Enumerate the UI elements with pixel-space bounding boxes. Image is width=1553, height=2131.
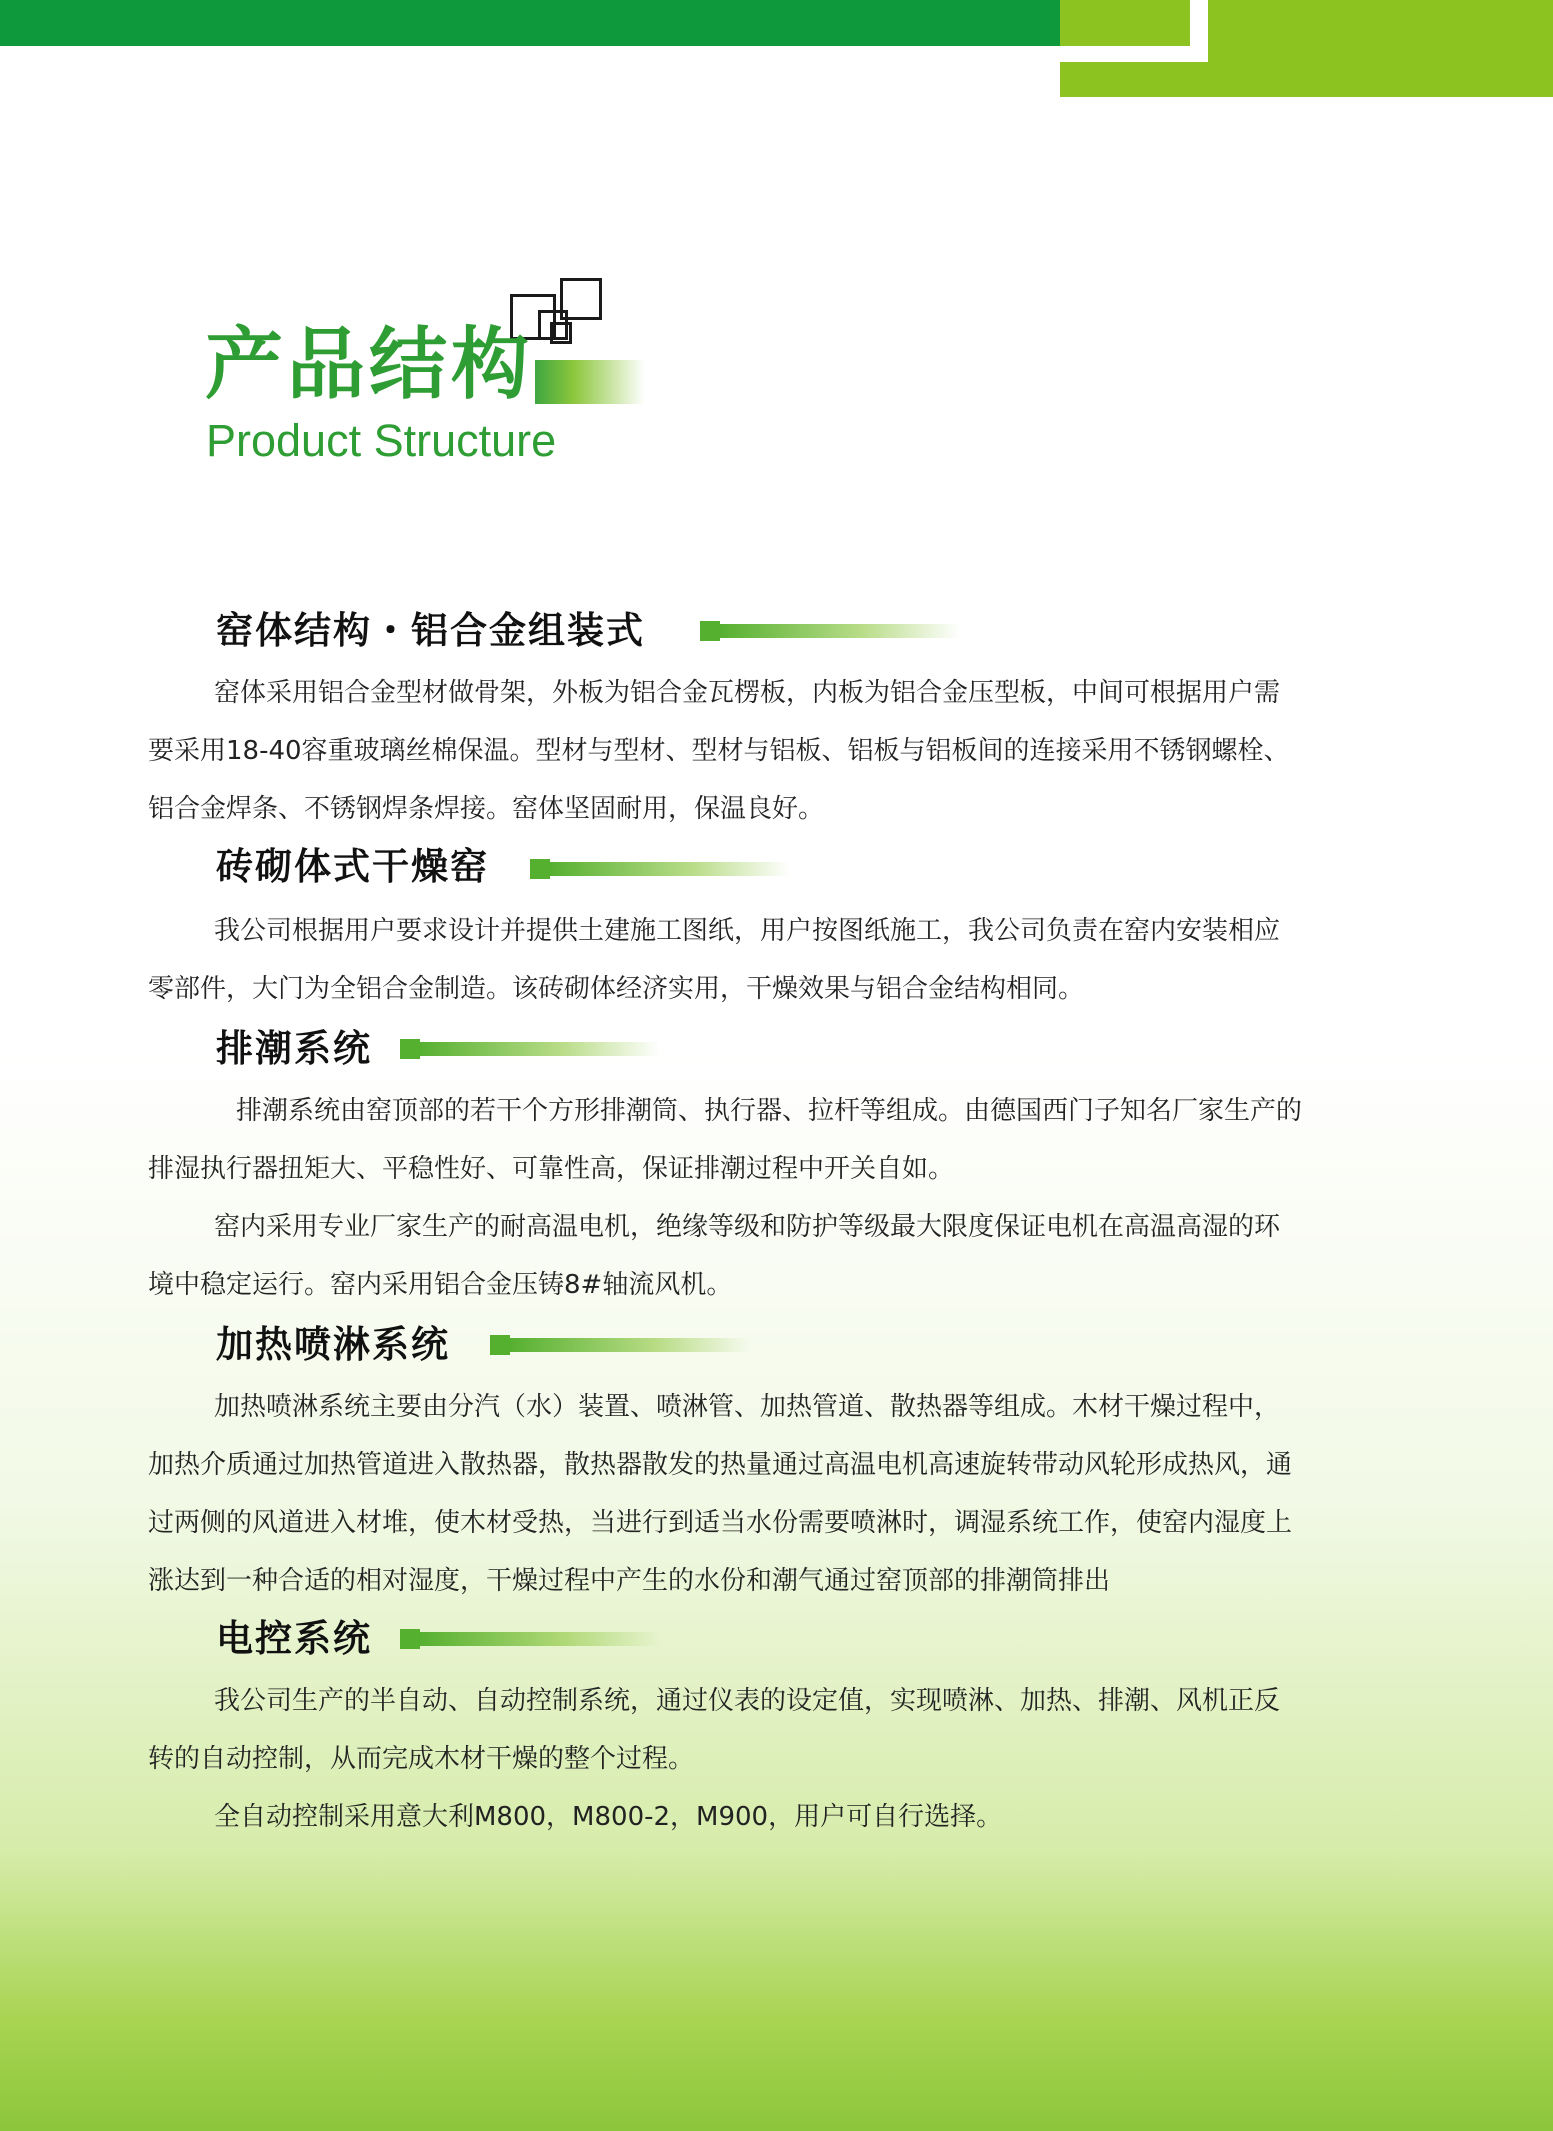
title-accent-bar: [535, 360, 645, 404]
text-line: 排潮系统由窑顶部的若干个方形排潮筒、执行器、拉杆等组成。由德国西门子知名厂家生产的: [236, 1096, 1303, 1126]
text-line: 要采用18-40容重玻璃丝棉保温。型材与型材、型材与铝板、铝板与铝板间的连接采用不锈钢螺栓、: [148, 736, 1290, 766]
text-line: 加热喷淋系统主要由分汽（水）装置、喷淋管、加热管道、散热器等组成。木材干燥过程中，: [214, 1392, 1281, 1422]
text-line: 过两侧的风道进入材堆，使木材受热，当进行到适当水份需要喷淋时，调湿系统工作，使窑内湿度上: [148, 1508, 1293, 1538]
section-paragraph: [148, 1378, 1366, 1610]
top-banner-divider-2: [1060, 46, 1208, 62]
text-line: 全自动控制采用意大利M800，M800-2，M900，用户可自行选择。: [214, 1802, 1003, 1832]
text-line: 窑内采用专业厂家生产的耐高温电机，绝缘等级和防护等级最大限度保证电机在高温高湿的环: [214, 1212, 1281, 1242]
section-paragraph: [148, 1788, 1366, 1846]
section-heading-exhaust-system: 排潮系统: [216, 1027, 372, 1070]
page-title: 产品结构: [205, 320, 534, 410]
page-subtitle: Product Structure: [206, 415, 557, 466]
text-line: 境中稳定运行。窑内采用铝合金压铸8#轴流风机。: [148, 1270, 733, 1300]
text-line: 排湿执行器扭矩大、平稳性好、可靠性高，保证排潮过程中开关自如。: [148, 1154, 955, 1184]
text-line: 我公司生产的半自动、自动控制系统，通过仪表的设定值，实现喷淋、加热、排潮、风机正反: [214, 1686, 1281, 1716]
text-line: 我公司根据用户要求设计并提供土建施工图纸，用户按图纸施工，我公司负责在窑内安装相应: [214, 916, 1281, 946]
text-line: 转的自动控制，从而完成木材干燥的整个过程。: [148, 1744, 695, 1774]
section-paragraph: [148, 1198, 1366, 1314]
section-heading-kiln-structure: 窑体结构・铝合金组装式: [216, 609, 645, 652]
section-heading-heating-spray: 加热喷淋系统: [216, 1323, 450, 1366]
text-line: 加热介质通过加热管道进入散热器，散热器散发的热量通过高温电机高速旋转带动风轮形成热风，通: [148, 1450, 1293, 1480]
text-line: 窑体采用铝合金型材做骨架，外板为铝合金瓦楞板，内板为铝合金压型板，中间可根据用户需: [214, 678, 1281, 708]
section-paragraph: [148, 902, 1366, 1018]
top-banner-green: [0, 0, 1190, 46]
section-heading-brick-kiln: 砖砌体式干燥窑: [216, 845, 489, 888]
text-line: 涨达到一种合适的相对湿度，干燥过程中产生的水份和潮气通过窑顶部的排潮筒排出: [148, 1566, 1111, 1596]
text-line: 铝合金焊条、不锈钢焊条焊接。窑体坚固耐用，保温良好。: [148, 794, 825, 824]
section-paragraph: [148, 1672, 1366, 1788]
text-line: 零部件，大门为全铝合金制造。该砖砌体经济实用，干燥效果与铝合金结构相同。: [148, 974, 1085, 1004]
section-paragraph: [148, 664, 1366, 838]
section-paragraph: [148, 1082, 1366, 1198]
section-heading-control-system: 电控系统: [216, 1617, 372, 1660]
